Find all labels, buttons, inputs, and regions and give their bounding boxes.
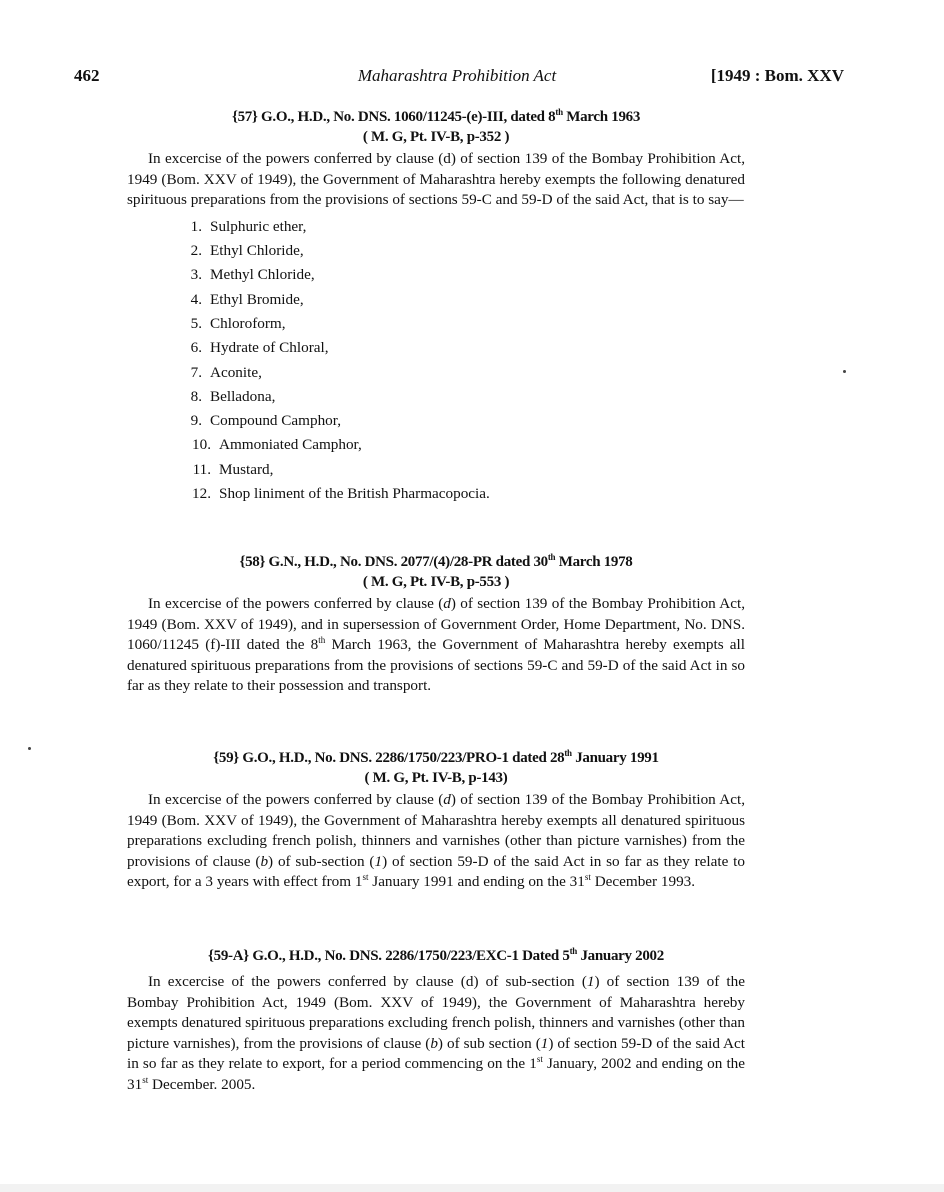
item-text: Aconite, [210,363,262,381]
para-text: March 1963, the Government of Maharashtra hereby exempts all denatured spirituous preparations from the provisions of sections 59-C and 59-D of the said Act in so far as they relate to their possession and transport. [127,636,745,695]
para-text: In excercise of the powers conferred by clause ( [148,791,444,808]
item-text: Methyl Chloride, [210,266,315,284]
item-text: Ethyl Bromide, [210,290,304,308]
item-text: Ethyl Chloride, [210,242,304,260]
item-text: Ammoniated Camphor, [219,436,362,454]
gazette-reference: ( M. G, Pt. IV-B, p-143) [364,770,508,786]
para-text: ) of section 139 of the Bombay Prohibition Act, 1949 (Bom. XXV of 1949), and in supersession of Government Order, Home Department, No. DNS. 1060/11245 (f)-III dated the 8 [127,595,745,654]
item-text: Compound Camphor, [210,412,342,430]
list-item [127,336,745,360]
item-text: Mustard, [219,460,274,478]
para-superscript: st [536,1054,543,1065]
heading-text-end: January 1991 [571,750,659,766]
list-item [127,409,745,433]
heading-text: {59-A} G.O., H.D., No. DNS. 2286/1750/223/EXC-1 Dated 5 [208,948,570,964]
item-number: 1. [190,217,202,235]
item-text: Shop liniment of the British Pharmacopocia. [219,485,490,503]
para-text: ) of sub-section ( [268,852,375,870]
heading-text-end: March 1963 [562,109,641,125]
section-heading [127,946,745,966]
scan-speck [28,747,31,750]
para-italic: d [443,595,451,612]
item-number: 10. [192,436,211,454]
section-57 [127,107,745,506]
para-text: ) of section 139 of the Bombay Prohibition Act, 1949 (Bom. XXV of 1949), the Government of Maharashtra hereby exempts all denatured spirituous preparations excluding french polish, thinners and varnishes (other than picture varnishes) from the provisions of clause ( [127,791,745,870]
para-text: In excercise of the powers conferred by clause ( [148,595,444,612]
para-superscript: st [584,872,591,883]
item-text: Belladona, [210,387,276,405]
para-text: January, 2002 and ending on the 31 [127,1055,745,1093]
para-italic: d [443,791,451,808]
item-number: 2. [190,242,202,260]
item-number: 6. [190,339,202,357]
para-superscript: st [142,1074,149,1085]
section-58 [127,552,745,697]
list-item [127,239,745,263]
para-superscript: th [318,635,326,646]
gazette-reference: ( M. G, Pt. IV-B, p-352 ) [362,129,510,145]
para-text: December. 2005. [148,1075,256,1093]
page-bottom-edge [0,1184,944,1192]
item-number: 8. [190,387,202,405]
para-superscript: st [362,872,369,883]
running-header [70,66,844,90]
heading-superscript: th [569,946,578,956]
para-text: ) of section 59-D of the said Act in so far as they relate to export, for a 3 years with effect from 1 [127,852,745,891]
item-number: 12. [192,485,211,503]
gazette-reference: ( M. G, Pt. IV-B, p-553 ) [362,574,510,590]
para-italic: 1 [540,1034,549,1052]
list-item [127,312,745,336]
item-number: 4. [190,290,202,308]
section-heading [127,107,745,127]
list-item [127,361,745,385]
heading-superscript: th [564,748,572,758]
item-text: Sulphuric ether, [210,217,307,235]
item-number: 5. [190,314,202,332]
section-paragraph [127,790,745,893]
para-italic: 1 [586,973,595,990]
act-title: Maharashtra Prohibition Act [357,66,557,85]
exempted-preparations-list [127,215,745,507]
list-item [127,385,745,409]
item-number: 9. [190,412,202,430]
para-text: January 1991 and ending on the 31 [368,873,585,891]
section-heading [127,748,745,768]
item-text: Chloroform, [210,314,286,332]
section-59 [127,748,745,893]
list-item [127,458,745,482]
para-text: ) of section 139 of the Bombay Prohibition Act, 1949 (Bom. XXV of 1949), the Government of Maharashtra hereby exempts denatured spirituous preparations excluding french polish, thinners and varnishes (other than picture varnishes), from the provisions of clause ( [127,973,745,1052]
para-text: December 1993. [590,873,696,891]
scan-speck [843,370,846,373]
heading-text: {57} G.O., H.D., No. DNS. 1060/11245-(e)-III, dated 8 [231,109,556,125]
para-italic: b [430,1034,438,1052]
section-paragraph [127,972,745,1096]
section-paragraph [127,594,745,697]
para-italic: b [260,852,269,870]
page-number: 462 [74,66,100,85]
para-text: ) of sub section ( [437,1034,541,1052]
item-text: Hydrate of Chloral, [210,339,329,357]
list-item [127,288,745,312]
list-item [127,263,745,287]
list-item [127,433,745,457]
item-number: 7. [190,363,202,381]
heading-superscript: th [555,107,563,117]
heading-text-end: March 1978 [555,554,633,570]
para-text: ) of section 59-D of the said Act in so far as they relate to export, for a period commencing on the 1 [127,1034,745,1073]
item-number: 11. [192,460,211,478]
heading-text-end: January 2002 [577,948,664,964]
section-heading [127,552,745,572]
list-item [127,215,745,239]
list-item [127,482,745,506]
para-text: In excercise of the powers conferred by clause (d) of sub-section ( [148,973,587,990]
heading-text: {59} G.O., H.D., No. DNS. 2286/1750/223/PRO-1 dated 28 [213,750,565,766]
section-59a [127,946,745,1096]
heading-superscript: th [547,552,556,562]
act-reference: [1949 : Bom. XXV [710,66,844,85]
heading-text: {58} G.N., H.D., No. DNS. 2077/(4)/28-PR dated 30 [239,554,548,570]
para-italic: 1 [374,852,383,870]
section-paragraph: In excercise of the powers conferred by clause (d) of section 139 of the Bombay Prohibition Act, 1949 (Bom. XXV of 1949), the Government of Maharashtra hereby exempts the following denatured spirituous preparations from the provisions of sections 59-C and 59-D of the said Act, that is to say— [127,150,745,209]
item-number: 3. [190,266,202,284]
